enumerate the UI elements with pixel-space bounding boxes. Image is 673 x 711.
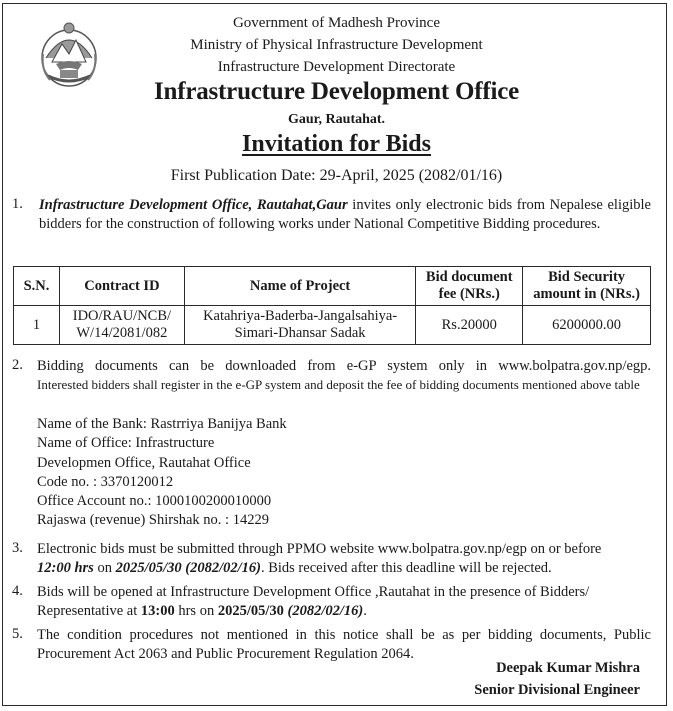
document-fee-cell: Rs.20000 [416,306,523,345]
opening-date-nepali: (2082/02/16) [283,603,364,619]
item-number: 4. [12,583,23,599]
invitation-text: invites only electronic bids from Nepalese eligible bidders for the construction of following works under National Competitive Bidding procedures. [39,197,651,232]
opening-end: . [363,603,367,619]
government-name: Government of Madhesh Province [232,15,441,31]
submission-deadline: 2025/05/30 (2082/02/16) [115,560,261,576]
opening-connector: hrs on [174,603,218,619]
revenue-heading-number: Rajaswa (revenue) Shirshak no. : 14229 [37,512,269,529]
opening-time: 13:00 [140,603,175,619]
contract-id-cell: IDO/RAU/NCB/ W/14/2081/082 [59,306,184,345]
project-name-cell: Katahriya-Baderba-Jangalsahiya- Simari-Dhansar Sadak [184,306,415,345]
column-header: Contract ID [59,267,184,306]
opening-paragraph [37,583,651,621]
bank-name: Name of the Bank: Rastrriya Banijya Bank [37,416,287,432]
table-header-row [14,267,651,306]
submission-connector: on [93,560,116,576]
conditions-paragraph: The condition procedures not mentioned in this notice shall be as per bidding documents, Public Procurement Act 2063 and Public Procurement Regulation 2064. [37,627,651,662]
item-number: 3. [12,540,23,556]
item-number: 5. [12,626,23,642]
download-instructions: Bidding documents can be downloaded from e-GP system only in www.bolpatra.gov.np/egp. [37,358,651,374]
publication-date: First Publication Date: 29-April, 2025 (2082/01/16) [170,167,503,184]
office-name-line: Name of Office: Infrastructure [37,435,215,452]
signatory-designation: Senior Divisional Engineer [474,682,640,698]
bids-table [13,266,651,345]
bank-code: Code no. : 3370120012 [37,473,174,490]
office-account-number: Office Account no.: 1000100200010000 [37,493,272,510]
office-name-line: Developmen Office, Rautahat Office [37,454,251,471]
opening-date: 2025/05/30 [217,603,284,619]
rejection-note: . Bids received after this deadline will be rejected. [260,560,552,576]
bid-security-cell: 6200000.00 [523,306,651,345]
table-row [14,306,651,345]
directorate-name: Infrastructure Development Directorate [217,59,456,75]
bank-details [37,415,287,531]
notice-title: Invitation for Bids [242,131,431,157]
signatory-name: Deepak Kumar Mishra [496,660,640,676]
item-number: 2. [12,357,23,373]
invitation-paragraph [39,196,651,234]
item-number: 1. [12,196,23,212]
issuing-office: Infrastructure Development Office, Rautahat,Gaur [39,197,348,213]
column-header: S.N. [14,267,60,306]
serial-number-cell: 1 [14,306,60,345]
submission-paragraph [37,540,651,578]
submission-text: Electronic bids must be submitted through PPMO website www.bolpatra.gov.np/egp on or before [37,541,602,557]
column-header: Name of Project [184,267,415,306]
office-location: Gaur, Rautahat. [287,112,386,127]
column-header: Bid Security amount in (NRs.) [523,267,651,306]
ministry-name: Ministry of Physical Infrastructure Development [190,37,483,53]
registration-instructions: Interested bidders shall register in the e-GP system and deposit the fee of bidding documents mentioned above table [37,377,640,392]
submission-time: 12:00 hrs [37,560,94,576]
column-header: Bid document fee (NRs.) [416,267,523,306]
download-paragraph [37,357,651,393]
opening-text: Bids will be opened at Infrastructure Development Office ,Rautahat in the presence of Bidders/ Representative at [37,584,590,619]
office-name: Infrastructure Development Office [153,78,520,105]
